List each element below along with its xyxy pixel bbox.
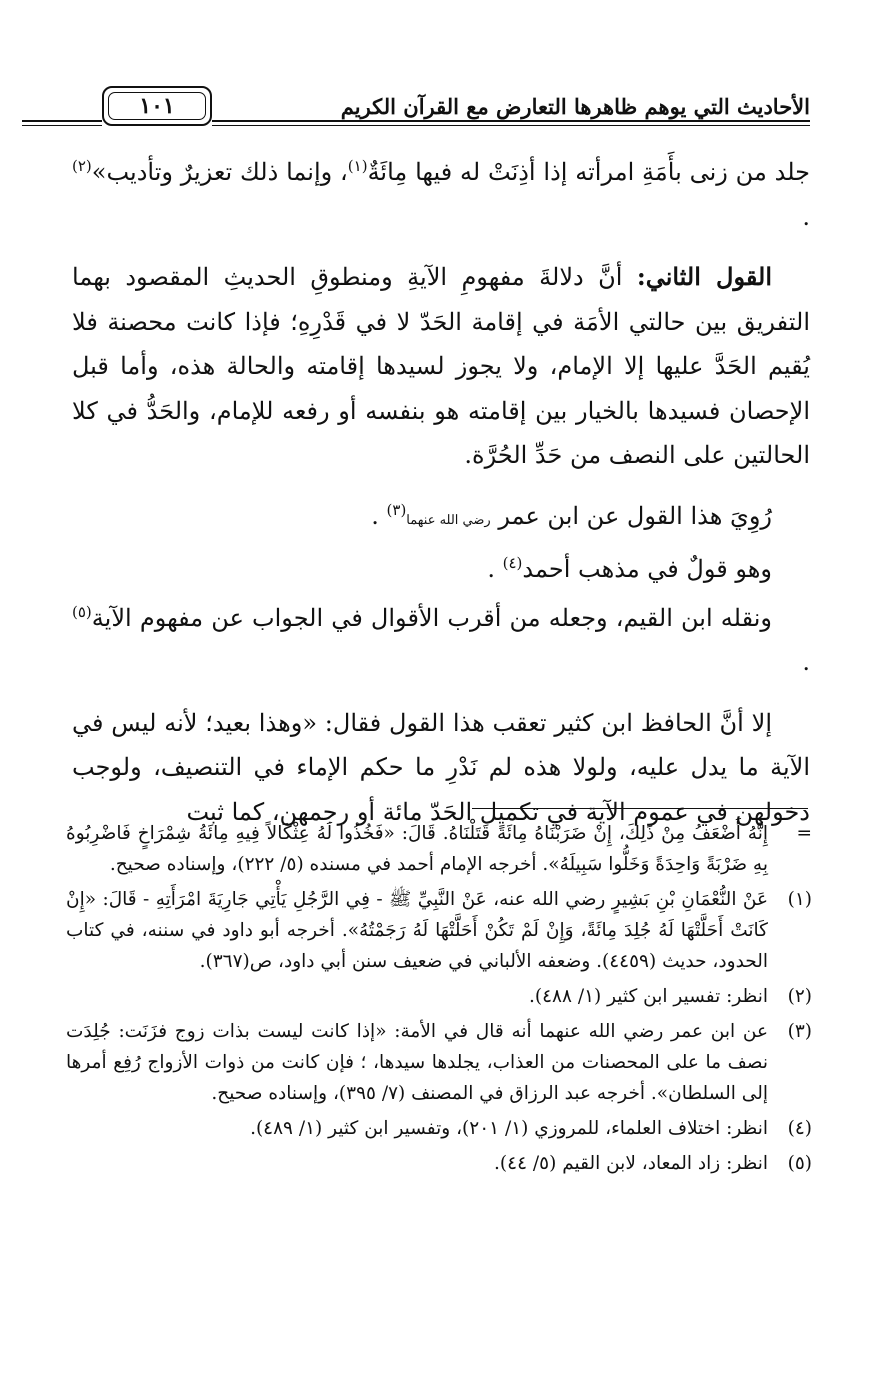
footnote-mark: (١)	[787, 889, 812, 910]
footnote-ref-1[interactable]: (١)	[347, 157, 368, 175]
paragraph-6: إلا أنَّ الحافظ ابن كثير تعقب هذا القول فقال: «وهذا بعيد؛ لأنه ليس في الآية ما يدل عليه، ولولا هذه لم نَدْرِ ما حكم الإماء في التنصيف، ولوجب دخولهن في عموم الآية في تكميل الحَدّ مائة أو رجمهن، كما ثبت	[72, 708, 810, 826]
paragraph-5: ونقله ابن القيم، وجعله من أقرب الأقوال في الجواب عن مفهوم الآية$^{(٥)}$ .	[72, 602, 810, 676]
footnote-ref-3[interactable]: (٣)	[386, 500, 407, 519]
footnote-mark: (٤)	[787, 1118, 812, 1139]
paragraph-2: القول الثاني: أنَّ دلالةَ مفهومِ الآيةِ ومنطوقِ الحديثِ المقصود بهما التفريق بين حالتي الأمَة في إقامة الحَدّ لا في قَدْرِهِ؛ فإذا كانت محصنة فلا يُقيم الحَدَّ عليها إلا الإمام، ولا يجوز لسيدها إقامته والحالة هذه، وأما قبل الإحصان فسيدها بالخيار بين إقامته هو بنفسه أو رفعه للإمام، والحَدُّ في كلا الحالتين على النصف من حَدِّ الحُرَّة.	[72, 262, 810, 469]
footnotes	[66, 818, 812, 1183]
second-opinion-label: القول الثاني:	[636, 262, 772, 291]
footnote-4	[66, 1113, 812, 1144]
footnote-separator	[472, 808, 808, 809]
header-rule-left-top	[22, 120, 102, 122]
page-number: ١٠١	[108, 92, 206, 120]
paragraph-4: وهو قولٌ في مذهب أحمد$^{(٤)}$ .	[487, 554, 772, 583]
header-rule-bottom	[212, 125, 810, 126]
footnote-3	[66, 1016, 812, 1109]
footnote-text: عن ابن عمر رضي الله عنهما أنه قال في الأمة: «إذا كانت ليست بذات زوج فزَنَت: جُلِدَت نصف ما على المحصنات من العذاب، يجلدها سيدها، ؛ فإن كانت من ذوات الأزواج رُفِع أمرها إلى السلطان». أخرجه عبد الرزاق في المصنف (٧/ ٣٩٥)، وإسناده صحيح.	[66, 1021, 768, 1104]
footnote-2	[66, 981, 812, 1012]
footnote-text: انظر: اختلاف العلماء، للمروزي (١/ ٢٠١)، وتفسير ابن كثير (١/ ٤٨٩).	[250, 1118, 768, 1139]
running-title: الأحاديث التي يوهم ظاهرها التعارض مع القرآن الكريم	[340, 94, 810, 119]
footnote-text: انظر: زاد المعاد، لابن القيم (٥/ ٤٤).	[494, 1153, 768, 1174]
footnote-text: انظر: تفسير ابن كثير (١/ ٤٨٨).	[529, 986, 768, 1007]
running-header	[22, 86, 810, 134]
footnote-continued	[66, 818, 812, 880]
footnote-text: إِنَّهُ أَضْعَفُ مِنْ ذَلِكَ، إِنْ ضَرَبْنَاهُ مِائَةً قَتَلْنَاهُ. قَالَ: «فَخُذُوا لَهُ عِثْكَالاً فِيهِ مِائَةُ شِمْرَاخٍ فَاضْرِبُوهُ بِهِ ضَرْبَةً وَاحِدَةً وَخَلُّوا سَبِيلَهُ». أخرجه الإمام أحمد في مسنده (٥/ ٢٢٢)، وإسناده صحيح.	[66, 823, 768, 875]
paragraph-3: رُوِيَ هذا القول عن ابن عمر رضي الله عنهما$^{(٣)}$ .	[371, 500, 772, 530]
footnote-mark: (٥)	[787, 1153, 812, 1174]
footnote-text: عَنْ النُّعْمَانِ بْنِ بَشِيرٍ رضي الله عنه، عَنْ النَّبِيِّ ﷺ - فِي الرَّجُلِ يَأْتِي جَارِيَةَ امْرَأَتِهِ - قَالَ: «إِنْ كَانَتْ أَحَلَّتْهَا لَهُ جُلِدَ مِائَةً، وَإِنْ لَمْ تَكُنْ أَحَلَّتْهَا لَهُ رَجَمْتُهُ». أخرجه أبو داود في سننه، في كتاب الحدود، حديث (٤٤٥٩). وضعفه الألباني في ضعيف سنن أبي داود، ص(٣٦٧).	[66, 889, 768, 972]
footnote-mark: =	[796, 823, 812, 844]
footnote-ref-2[interactable]: (٢)	[72, 157, 92, 175]
main-text	[72, 150, 810, 850]
page-number-box	[102, 86, 212, 126]
footnote-mark: (٢)	[787, 986, 812, 1007]
header-rule-top	[212, 120, 810, 122]
footnote-5	[66, 1148, 812, 1179]
footnote-ref-4[interactable]: (٤)	[502, 554, 523, 572]
footnote-1	[66, 884, 812, 977]
header-rule-left-bottom	[22, 125, 102, 126]
footnote-mark: (٣)	[787, 1021, 812, 1042]
paragraph-1: جلد من زنى بأَمَةِ امرأته إذا أذِنَتْ له فيها مِائَةٌ$^{(١)}$، وإنما ذلك تعزيرٌ وتأديب»$^{(٢)}$ .	[72, 157, 811, 231]
footnote-ref-5[interactable]: (٥)	[72, 602, 92, 621]
honorific-glyph: رضي الله عنهما	[406, 512, 491, 528]
